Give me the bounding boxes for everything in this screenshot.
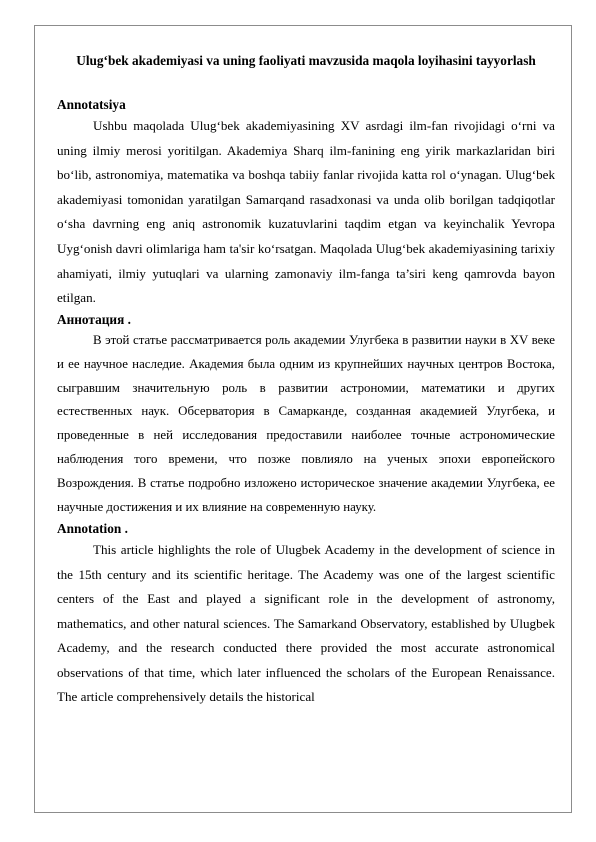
section-heading-russian: Аннотация . bbox=[57, 311, 131, 327]
section-heading-english: Annotation . bbox=[57, 521, 128, 536]
section-body-english: This article highlights the role of Ulugbek Academy in the development of science in the 15th century and its scientific heritage. The Academy was one of the largest scientific centers of the East and played a significant role in the development of astronomy, mathematics, and other natural sciences. The Samarkand Observatory, established by Ulugbek Academy, and the research conducted there provided the most accurate astronomical observations of that time, which later influenced the scholars of the European Renaissance. The article comprehensively details the historical bbox=[57, 542, 555, 704]
section-body-uzbek: Ushbu maqolada Ulug‘bek akademiyasining XV asrdagi ilm-fan rivojidagi o‘rni va uning ilmiy merosi yoritilgan. Akademiya Sharq ilm-fanining eng yirik markazlaridan biri bo‘lib, astronomiya, matematika va boshqa tabiiy fanlar rivojida katta rol o‘ynagan. Ulug‘bek akademiyasi tomonidan yaratilgan Samarqand rasadxonasi va unda olib borilgan tadqiqotlar o‘sha davrning eng aniq astronomik kuzatuvlarini taqdim etgan va keyinchalik Yevropa Uyg‘onish davri olimlariga ham ta'sir ko‘rsatgan. Maqolada Ulug‘bek akademiyasining tarixiy ahamiyati, ilmiy yutuqlari va ularning zamonaviy ilm-fanga ta’siri keng qamrovda bayon etilgan. bbox=[57, 118, 555, 306]
document-title: Ulug‘bek akademiyasi va uning faoliyati mavzusida maqola loyihasini tayyorlash bbox=[76, 53, 536, 68]
section-body-russian: В этой статье рассматривается роль академии Улугбека в развитии науки в XV веке и ее научное наследие. Академия была одним из крупнейших научных центров Востока, сыгравшим значительную роль в развитии астрономии, математики и других естественных наук. Обсерватория в Самарканде, созданная академией Улугбека, и проведенные в ней исследования предоставили наиболее точные астрономические наблюдения того времени, что позже повлияло на ученых эпохи европейского Возрождения. В статье подробно изложено историческое значение академии Улугбека, ее научные достижения и их влияние на современную науку. bbox=[57, 332, 555, 515]
section-heading-uzbek: Annotatsiya bbox=[57, 97, 126, 112]
document-content bbox=[57, 52, 555, 710]
